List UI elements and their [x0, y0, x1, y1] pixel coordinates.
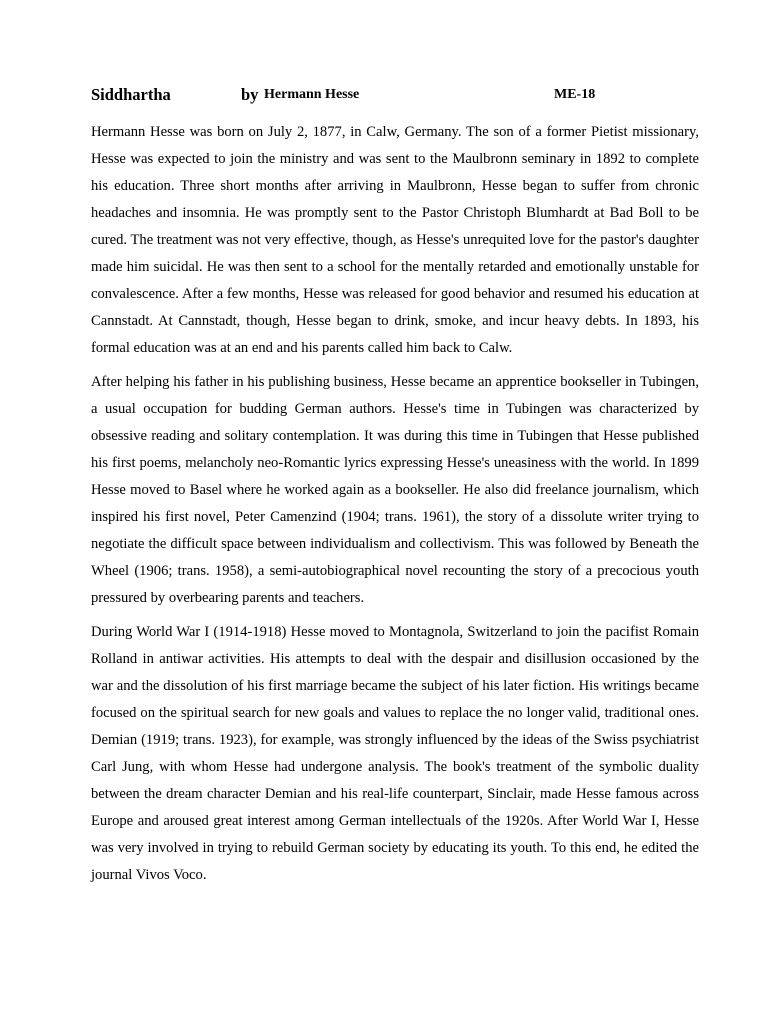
paragraph-3: During World War I (1914-1918) Hesse moved to Montagnola, Switzerland to join the pacifist Romain Rolland in antiwar activities. His attempts to deal with the despair and disillusion occasioned by the war and the dissolution of his first marriage became the subject of his later fiction. His writings became focused on the spiritual search for new goals and values to replace the no longer valid, traditional ones. Demian (1919; trans. 1923), for example, was strongly influenced by the ideas of the Swiss psychiatrist Carl Jung, with whom Hesse had undergone analysis. The book's treatment of the symbolic duality between the dream character Demian and his real-life counterpart, Sinclair, made Hesse famous across Europe and aroused great interest among German intellectuals of the 1920s. After World War I, Hesse was very involved in trying to rebuild German society by educating its youth. To this end, he edited the journal Vivos Voco.	[91, 624, 699, 883]
document-header	[91, 85, 701, 109]
document-title: Siddhartha	[91, 85, 171, 104]
document-body	[91, 119, 699, 896]
paragraph-2: After helping his father in his publishing business, Hesse became an apprentice bookseller in Tubingen, a usual occupation for budding German authors. Hesse's time in Tubingen was characterized by obsessive reading and solitary contemplation. It was during this time in Tubingen that Hesse published his first poems, melancholy neo-Romantic lyrics expressing Hesse's uneasiness with the world. In 1899 Hesse moved to Basel where he worked again as a bookseller. He also did freelance journalism, which inspired his first novel, Peter Camenzind (1904; trans. 1961), the story of a dissolute writer trying to negotiate the difficult space between individualism and collectivism. This was followed by Beneath the Wheel (1906; trans. 1958), a semi-autobiographical novel recounting the story of a precocious youth pressured by overbearing parents and teachers.	[91, 374, 699, 606]
author-name: Hermann Hesse	[264, 87, 360, 102]
paragraph-1: Hermann Hesse was born on July 2, 1877, in Calw, Germany. The son of a former Pietist missionary, Hesse was expected to join the ministry and was sent to the Maulbronn seminary in 1892 to complete his education. Three short months after arriving in Maulbronn, Hesse began to suffer from chronic headaches and insomnia. He was promptly sent to the Pastor Christoph Blumhardt at Bad Boll to be cured. The treatment was not very effective, though, as Hesse's unrequited love for the pastor's daughter made him suicidal. He was then sent to a school for the mentally retarded and emotionally unstable for convalescence. After a few months, Hesse was released for good behavior and resumed his education at Cannstadt. At Cannstadt, though, Hesse began to drink, smoke, and incur heavy debts. In 1893, his formal education was at an end and his parents called him back to Calw.	[91, 124, 699, 356]
by-label: by	[241, 85, 259, 104]
course-code: ME-18	[554, 87, 596, 102]
